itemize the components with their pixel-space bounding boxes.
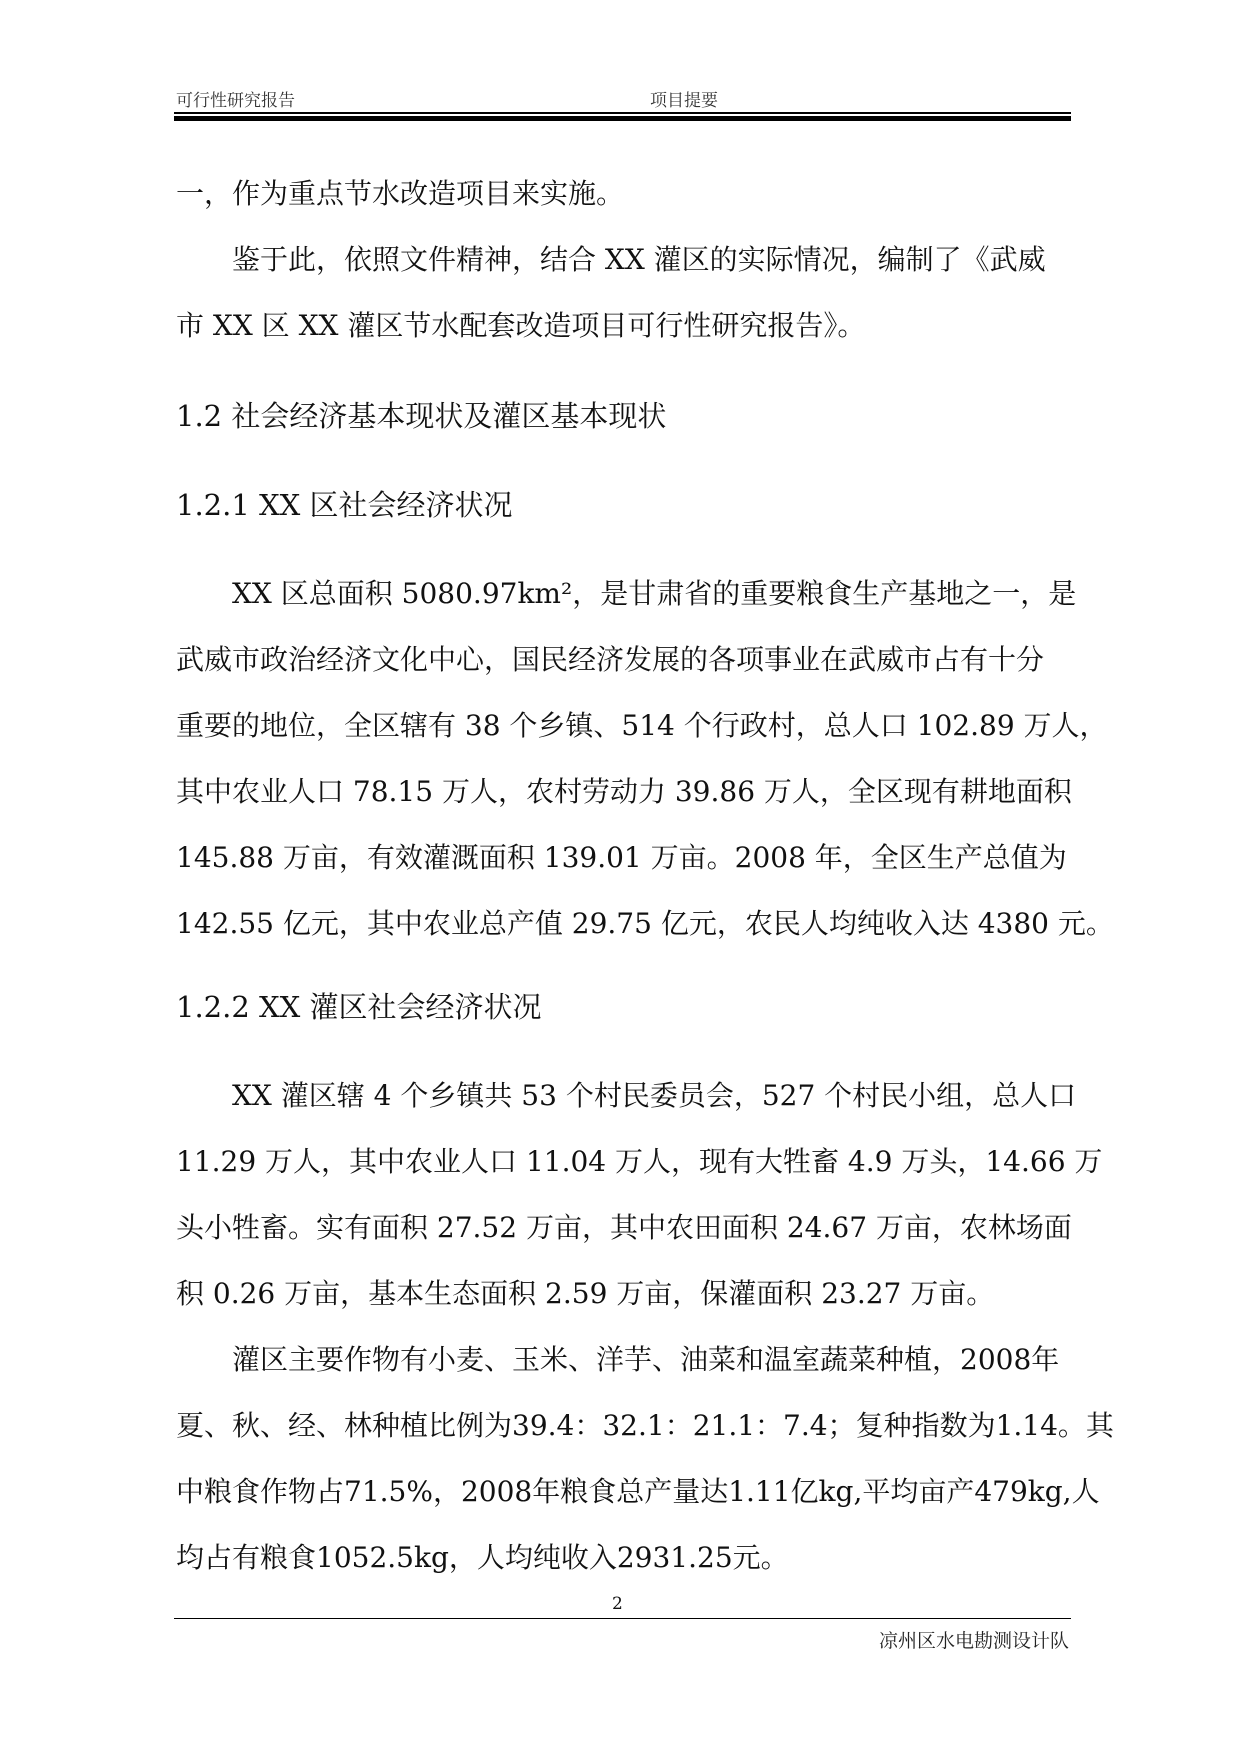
text-line: 均占有粮食1052.5kg，人均纯收入2931.25元。 xyxy=(176,1541,789,1574)
footer-organization: 凉州区水电勘测设计队 xyxy=(878,1630,1069,1652)
text-line: 武威市政治经济文化中心，国民经济发展的各项事业在武威市占有十分 xyxy=(176,643,1045,676)
text-line: XX 灌区辖 4 个乡镇共 53 个村民委员会，527 个村民小组，总人口 xyxy=(232,1079,1077,1112)
text-line: 11.29 万人，其中农业人口 11.04 万人，现有大牲畜 4.9 万头，14.66 万 xyxy=(176,1145,1103,1178)
text-line: 积 0.26 万亩，基本生态面积 2.59 万亩，保灌面积 23.27 万亩。 xyxy=(176,1277,995,1310)
text-line: 重要的地位，全区辖有 38 个乡镇、514 个行政村，总人口 102.89 万人， xyxy=(176,709,1108,742)
text-line: XX 区总面积 5080.97km²，是甘肃省的重要粮食生产基地之一，是 xyxy=(232,577,1077,610)
header-section-title: 项目提要 xyxy=(650,91,718,111)
section-heading: 1.2 社会经济基本现状及灌区基本现状 xyxy=(176,399,667,433)
header-left-title: 可行性研究报告 xyxy=(176,91,295,111)
text-line: 市 XX 区 XX 灌区节水配套改造项目可行性研究报告》。 xyxy=(176,309,866,342)
text-line: 142.55 亿元，其中农业总产值 29.75 亿元，农民人均纯收入达 4380 元。 xyxy=(176,907,1114,940)
text-line: 头小牲畜。实有面积 27.52 万亩，其中农田面积 24.67 万亩，农林场面 xyxy=(176,1211,1072,1244)
header-rule-thick xyxy=(174,116,1071,121)
text-line: 其中农业人口 78.15 万人，农村劳动力 39.86 万人，全区现有耕地面积 xyxy=(176,775,1072,808)
subsection-heading: 1.2.2 XX 灌区社会经济状况 xyxy=(176,990,542,1024)
text-line: 中粮食作物占71.5%，2008年粮食总产量达1.11亿kg,平均亩产479kg,人 xyxy=(176,1475,1100,1508)
text-line: 145.88 万亩，有效灌溉面积 139.01 万亩。2008 年，全区生产总值为 xyxy=(176,841,1067,874)
page-number: 2 xyxy=(612,1594,623,1614)
text-line: 鉴于此，依照文件精神，结合 XX 灌区的实际情况，编制了《武威 xyxy=(232,243,1046,276)
header-rule-thin xyxy=(174,112,1071,114)
subsection-heading: 1.2.1 XX 区社会经济状况 xyxy=(176,488,513,522)
text-line: 夏、秋、经、林种植比例为39.4：32.1：21.1：7.4；复种指数为1.14。其 xyxy=(176,1409,1114,1442)
text-line: 灌区主要作物有小麦、玉米、洋芋、油菜和温室蔬菜种植，2008年 xyxy=(232,1343,1060,1376)
text-line: 一，作为重点节水改造项目来实施。 xyxy=(176,177,625,210)
footer-rule xyxy=(174,1618,1071,1619)
